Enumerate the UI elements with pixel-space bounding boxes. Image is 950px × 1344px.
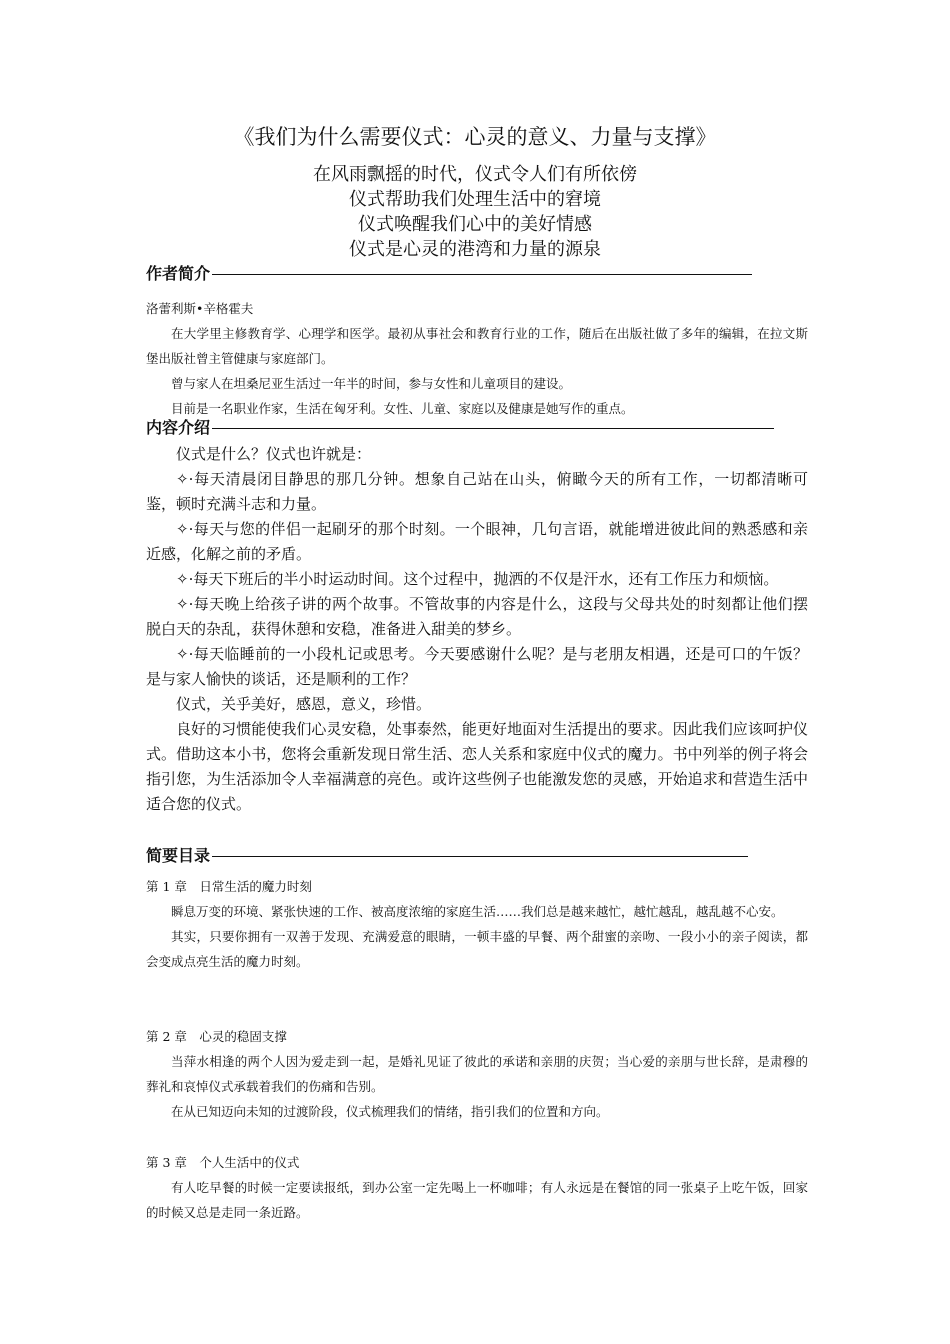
chapter-paragraph: 在从已知迈向未知的过渡阶段，仪式梳理我们的情绪，指引我们的位置和方向。: [171, 1104, 609, 1119]
content-bullet: ✧·每天晚上给孩子讲的两个故事。不管故事的内容是什么，这段与父母共处的时刻都让他们摆脱白天的杂乱，获得休憩和安稳，准备进入甜美的梦乡。: [146, 595, 808, 638]
author-paragraph: 在大学里主修教育学、心理学和医学。最初从事社会和教育行业的工作，随后在出版社做了多年的编辑，在拉文斯堡出版社曾主管健康与家庭部门。: [146, 326, 808, 366]
chapter-2: [146, 1024, 808, 1124]
content-bullet: ✧·每天与您的伴侣一起刷牙的那个时刻。一个眼神，几句言语，就能增进彼此间的熟悉感和亲近感，化解之前的矛盾。: [146, 520, 808, 563]
taglines: [0, 162, 950, 262]
chapter-3: [146, 1150, 808, 1225]
chapter-paragraph: 瞬息万变的环境、紧张快速的工作、被高度浓缩的家庭生活……我们总是越来越忙，越忙越乱，越乱越不心安。: [171, 904, 784, 919]
tagline: 仪式帮助我们处理生活中的窘境: [349, 189, 601, 210]
tagline: 仪式唤醒我们心中的美好情感: [358, 214, 592, 235]
book-title: 《我们为什么需要仪式：心灵的意义、力量与支撑》: [233, 125, 717, 149]
content-intro: 仪式是什么？仪式也许就是：: [176, 445, 372, 463]
content-heading-label: 内容介绍: [146, 418, 211, 437]
author-paragraph: 目前是一名职业作家，生活在匈牙利。女性、儿童、家庭以及健康是她写作的重点。: [171, 401, 634, 416]
content-closing: 良好的习惯能使我们心灵安稳，处事泰然，能更好地面对生活提出的要求。因此我们应该呵护仪式。借助这本小书，您将会重新发现日常生活、恋人关系和家庭中仪式的魔力。书中列举的例子将会指引您，为生活添加令人幸福满意的亮色。或许这些例子也能激发您的灵感，开始追求和营造生活中适合您的仪式。: [146, 720, 808, 813]
heading-rule: [212, 856, 748, 858]
chapter-paragraph: 其实，只要你拥有一双善于发现、充满爱意的眼睛，一顿丰盛的早餐、两个甜蜜的亲吻、一段小小的亲子阅读，都会变成点亮生活的魔力时刻。: [146, 929, 808, 969]
chapter-title: 第 3 章 个人生活中的仪式: [146, 1155, 300, 1170]
author-paragraph: 曾与家人在坦桑尼亚生活过一年半的时间，参与女性和儿童项目的建设。: [171, 376, 572, 391]
author-name: 洛蕾利斯•辛格霍夫: [146, 301, 254, 316]
content-heading: [146, 418, 766, 438]
author-heading: [146, 264, 766, 284]
chapter-1: [146, 874, 808, 974]
chapter-paragraph: 有人吃早餐的时候一定要读报纸，到办公室一定先喝上一杯咖啡；有人永远是在餐馆的同一张桌子上吃午饭，回家的时候又总是走同一条近路。: [146, 1180, 808, 1220]
chapter-paragraph: 当萍水相逢的两个人因为爱走到一起，是婚礼见证了彼此的承诺和亲朋的庆贺；当心爱的亲朋与世长辞，是肃穆的葬礼和哀悼仪式承载着我们的伤痛和告别。: [146, 1054, 808, 1094]
content-bullet: ✧·每天临睡前的一小段札记或思考。今天要感谢什么呢？是与老朋友相遇，还是可口的午饭？是与家人愉快的谈话，还是顺利的工作？: [146, 645, 808, 688]
tagline: 仪式是心灵的港湾和力量的源泉: [349, 239, 601, 260]
author-block: [146, 296, 808, 421]
content-bullet: ✧·每天清晨闭目静思的那几分钟。想象自己站在山头，俯瞰今天的所有工作，一切都清晰可鉴，顿时充满斗志和力量。: [146, 470, 808, 513]
content-bullet: ✧·每天下班后的半小时运动时间。这个过程中，抛洒的不仅是汗水，还有工作压力和烦恼。: [176, 570, 779, 588]
toc-heading: [146, 846, 766, 866]
author-heading-label: 作者简介: [146, 264, 211, 283]
chapter-title: 第 1 章 日常生活的魔力时刻: [146, 879, 312, 894]
tagline: 在风雨飘摇的时代，仪式令人们有所依傍: [313, 164, 637, 185]
heading-rule: [212, 428, 774, 430]
content-summary: 仪式，关乎美好，感恩，意义，珍惜。: [176, 695, 432, 713]
content-block: [146, 442, 808, 817]
heading-rule: [212, 274, 752, 276]
chapter-title: 第 2 章 心灵的稳固支撑: [146, 1029, 287, 1044]
toc-heading-label: 简要目录: [146, 846, 211, 865]
